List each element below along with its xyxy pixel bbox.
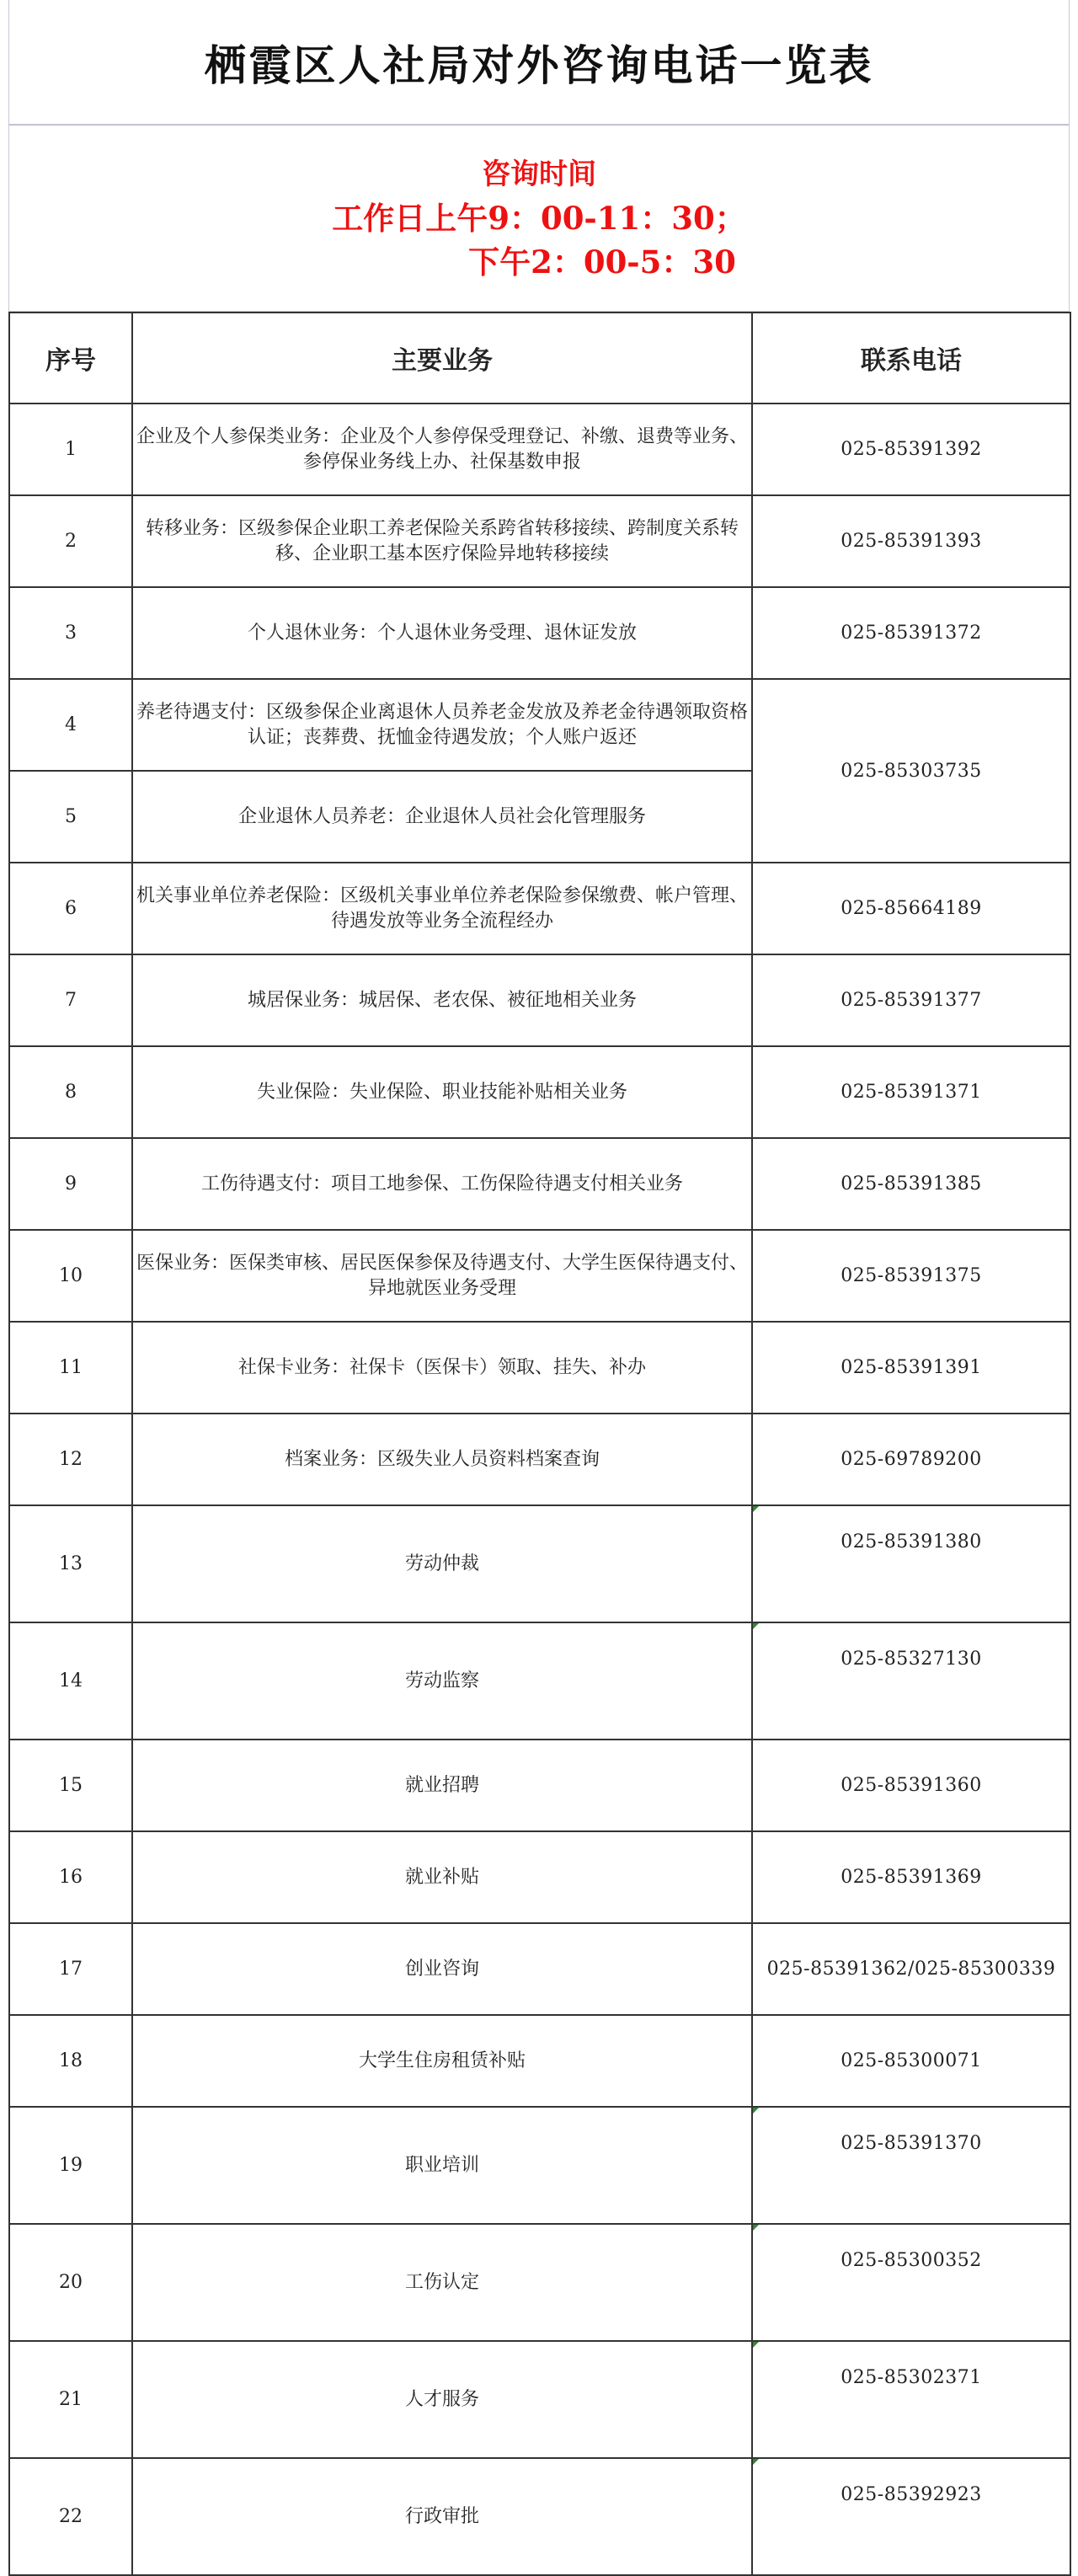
row-no: 7 (9, 954, 132, 1046)
row-no: 20 (9, 2224, 132, 2341)
row-no: 11 (9, 1322, 132, 1414)
phone-directory-table (8, 312, 1071, 2576)
row-phone: 025-85391360 (752, 1740, 1070, 1831)
table-row (9, 2341, 1070, 2458)
row-no: 14 (9, 1622, 132, 1740)
row-service: 养老待遇支付：区级参保企业离退休人员养老金发放及养老金待遇领取资格认证；丧葬费、抚恤金待遇发放；个人账户返还 (132, 679, 752, 771)
row-no: 15 (9, 1740, 132, 1831)
table-row (9, 863, 1070, 954)
cell-comment-marker (753, 2225, 759, 2231)
row-no: 22 (9, 2458, 132, 2575)
table-row (9, 2224, 1070, 2341)
table-row (9, 1230, 1070, 1322)
row-no: 8 (9, 1046, 132, 1138)
row-phone: 025-85391371 (752, 1046, 1070, 1138)
row-service: 工伤待遇支付：项目工地参保、工伤保险待遇支付相关业务 (132, 1138, 752, 1230)
row-phone: 025-85391391 (752, 1322, 1070, 1414)
table-row (9, 1923, 1070, 2015)
document-frame (8, 0, 1070, 2576)
header-phone: 联系电话 (752, 313, 1070, 404)
row-no: 13 (9, 1505, 132, 1622)
hours-weekday-morning: 工作日上午9：00-11：30； (332, 200, 746, 237)
row-service: 行政审批 (132, 2458, 752, 2575)
row-no: 4 (9, 679, 132, 771)
table-row (9, 1831, 1070, 1923)
row-service: 创业咨询 (132, 1923, 752, 2015)
table-row (9, 679, 1070, 771)
table-row (9, 1046, 1070, 1138)
row-service: 个人退休业务：个人退休业务受理、退休证发放 (132, 587, 752, 679)
row-phone (752, 2224, 1070, 2341)
row-service: 社保卡业务：社保卡（医保卡）领取、挂失、补办 (132, 1322, 752, 1414)
cell-comment-marker (753, 1623, 759, 1629)
row-no: 16 (9, 1831, 132, 1923)
row-service: 劳动仲裁 (132, 1505, 752, 1622)
row-phone: 025-69789200 (752, 1414, 1070, 1505)
row-service: 人才服务 (132, 2341, 752, 2458)
hours-afternoon: 下午2：00-5：30 (468, 243, 736, 281)
cell-comment-marker (753, 1506, 759, 1512)
page-title: 栖霞区人社局对外咨询电话一览表 (204, 40, 874, 90)
table-row (9, 1414, 1070, 1505)
row-no: 21 (9, 2341, 132, 2458)
row-phone-text: 025-85392923 (841, 2484, 982, 2505)
table-row (9, 954, 1070, 1046)
row-service: 医保业务：医保类审核、居民医保参保及待遇支付、大学生医保待遇支付、异地就医业务受理 (132, 1230, 752, 1322)
header-no: 序号 (9, 313, 132, 404)
row-phone: 025-85391372 (752, 587, 1070, 679)
row-phone: 025-85391393 (752, 495, 1070, 587)
table-row (9, 2015, 1070, 2107)
table-row (9, 1138, 1070, 1230)
row-service: 档案业务：区级失业人员资料档案查询 (132, 1414, 752, 1505)
row-phone: 025-85391369 (752, 1831, 1070, 1923)
row-no: 3 (9, 587, 132, 679)
row-phone-text: 025-85300352 (841, 2250, 982, 2271)
consultation-hours (8, 125, 1070, 312)
table-row (9, 404, 1070, 495)
table-row (9, 2107, 1070, 2224)
row-no: 6 (9, 863, 132, 954)
row-service: 就业补贴 (132, 1831, 752, 1923)
row-service: 大学生住房租赁补贴 (132, 2015, 752, 2107)
row-phone-text: 025-85302371 (841, 2367, 982, 2388)
row-phone (752, 2107, 1070, 2224)
row-phone: 025-85664189 (752, 863, 1070, 954)
row-phone-text: 025-85391380 (841, 1531, 982, 1553)
row-phone (752, 2458, 1070, 2575)
row-phone: 025-85300071 (752, 2015, 1070, 2107)
row-no: 2 (9, 495, 132, 587)
row-service: 劳动监察 (132, 1622, 752, 1740)
row-service: 失业保险：失业保险、职业技能补贴相关业务 (132, 1046, 752, 1138)
cell-comment-marker (753, 2459, 759, 2465)
row-service: 职业培训 (132, 2107, 752, 2224)
table-row (9, 1322, 1070, 1414)
row-phone-text: 025-85391370 (841, 2133, 982, 2154)
row-service: 就业招聘 (132, 1740, 752, 1831)
row-no: 10 (9, 1230, 132, 1322)
row-phone: 025-85391362/025-85300339 (752, 1923, 1070, 2015)
row-phone-merged: 025-85303735 (752, 679, 1070, 863)
hours-heading: 咨询时间 (482, 158, 596, 191)
row-no: 19 (9, 2107, 132, 2224)
row-service: 机关事业单位养老保险：区级机关事业单位养老保险参保缴费、帐户管理、待遇发放等业务全流程经办 (132, 863, 752, 954)
row-phone (752, 1505, 1070, 1622)
row-no: 17 (9, 1923, 132, 2015)
row-phone (752, 2341, 1070, 2458)
table-row (9, 2458, 1070, 2575)
row-phone: 025-85391377 (752, 954, 1070, 1046)
cell-comment-marker (753, 2342, 759, 2348)
row-service: 转移业务：区级参保企业职工养老保险关系跨省转移接续、跨制度关系转移、企业职工基本医疗保险异地转移接续 (132, 495, 752, 587)
row-service: 工伤认定 (132, 2224, 752, 2341)
header-service: 主要业务 (132, 313, 752, 404)
row-service: 城居保业务：城居保、老农保、被征地相关业务 (132, 954, 752, 1046)
table-row (9, 1505, 1070, 1622)
row-no: 12 (9, 1414, 132, 1505)
row-no: 1 (9, 404, 132, 495)
row-phone: 025-85391392 (752, 404, 1070, 495)
table-row (9, 587, 1070, 679)
cell-comment-marker (753, 2108, 759, 2114)
table-row (9, 1740, 1070, 1831)
table-header-row (9, 313, 1070, 404)
table-row (9, 1622, 1070, 1740)
row-phone-text: 025-85327130 (841, 1649, 982, 1670)
row-phone: 025-85391375 (752, 1230, 1070, 1322)
row-no: 9 (9, 1138, 132, 1230)
row-no: 18 (9, 2015, 132, 2107)
row-phone: 025-85391385 (752, 1138, 1070, 1230)
row-service: 企业退休人员养老：企业退休人员社会化管理服务 (132, 771, 752, 863)
row-no: 5 (9, 771, 132, 863)
row-service: 企业及个人参保类业务：企业及个人参停保受理登记、补缴、退费等业务、参停保业务线上办、社保基数申报 (132, 404, 752, 495)
row-phone (752, 1622, 1070, 1740)
table-row (9, 495, 1070, 587)
title-box (8, 0, 1070, 125)
